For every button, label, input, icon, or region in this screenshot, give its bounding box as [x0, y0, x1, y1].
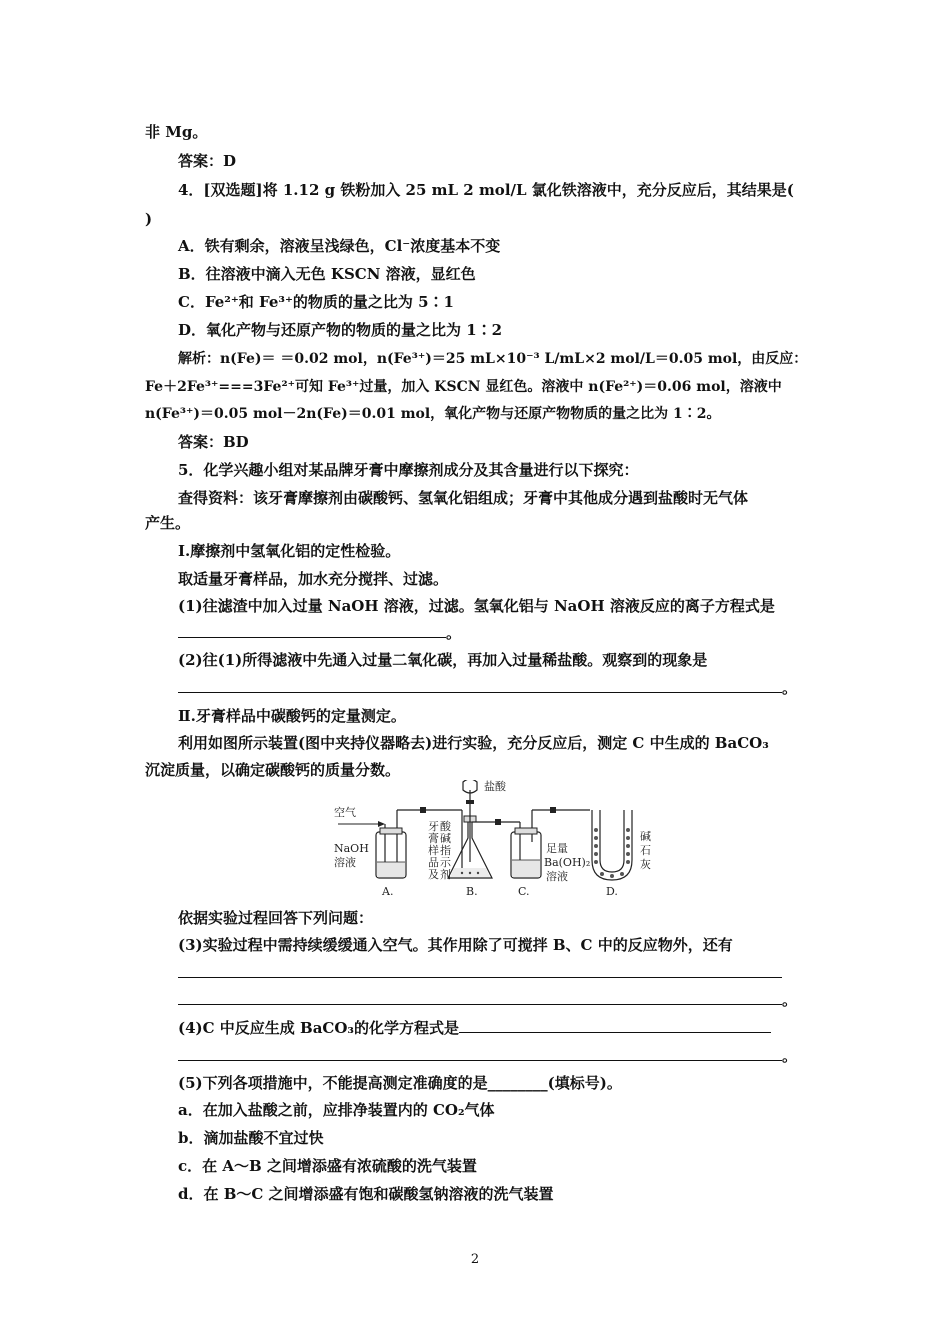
text-line: 非 Mg。 [145, 123, 208, 141]
u-tube-d [592, 810, 632, 880]
option-b: B．往溶液中滴入无色 KSCN 溶液，显红色 [178, 265, 476, 283]
label-soda-lime [640, 829, 651, 871]
option-a: A．铁有剩余，溶液呈浅绿色，Cl⁻浓度基本不变 [178, 237, 501, 255]
answer-blank-1: 。 [178, 622, 461, 643]
option-b-measure: b．滴加盐酸不宜过快 [178, 1129, 324, 1147]
option-d: D．氧化产物与还原产物的物质的量之比为 1∶2 [178, 321, 503, 339]
label-naoh-solution: 溶液 [334, 856, 356, 869]
page-number: 2 [470, 1252, 480, 1267]
question-5: 5．化学兴趣小组对某品牌牙膏中摩擦剂成分及其含量进行以下探究： [178, 461, 639, 479]
question-part-5: (5)下列各项措施中，不能提高测定准确度的是________(填标号)。 [178, 1074, 622, 1092]
svg-text:溶液: 溶液 [546, 870, 568, 883]
arrow-icon [378, 821, 385, 827]
svg-text:石: 石 [640, 844, 651, 857]
apparatus-diagram [330, 780, 670, 902]
label-b: B. [466, 885, 478, 898]
svg-text:酸: 酸 [440, 820, 451, 833]
explanation-line-3: n(Fe³⁺)＝0.05 mol－2n(Fe)＝0.01 mol，氧化产物与还原产物物质的量之比为 1∶2。 [145, 406, 721, 422]
answer-blank-2: 。 [178, 677, 797, 698]
instruction-line: 依据实验过程回答下列问题： [178, 909, 374, 927]
info-line-2: 产生。 [145, 514, 191, 532]
label-air: 空气 [334, 806, 356, 819]
answer-line: 答案：BD [178, 433, 249, 451]
label-naoh: NaOH [334, 842, 369, 855]
answer-blank-3a [178, 962, 782, 983]
answer-blank-3b: 。 [178, 989, 797, 1010]
svg-text:碱: 碱 [640, 830, 651, 843]
option-c: C．Fe²⁺和 Fe³⁺的物质的量之比为 5∶1 [178, 293, 454, 311]
explanation-line-1: 解析：n(Fe)＝ ＝0.02 mol，n(Fe³⁺)＝25 mL×10⁻³ L/mL×2 mol/L＝0.05 mol，由反应： [178, 351, 808, 367]
label-sample [428, 819, 452, 881]
svg-text:指: 指 [440, 844, 451, 857]
answer-line: 答案：D [178, 152, 237, 170]
svg-text:膏: 膏 [428, 832, 439, 845]
label-c: C. [518, 885, 530, 898]
option-d-measure: d．在 B～C 之间增添盛有饱和碳酸氢钠溶液的洗气装置 [178, 1185, 554, 1203]
clamp-icon [550, 807, 556, 813]
section-1-text: 取适量牙膏样品，加水充分搅拌、过滤。 [178, 570, 449, 588]
question-part-4: (4)C 中反应生成 BaCO₃的化学方程式是 [178, 1017, 771, 1038]
question-4-cont: ) [145, 210, 153, 228]
svg-text:示: 示 [440, 856, 451, 869]
svg-text:品: 品 [428, 856, 439, 869]
option-c-measure: c．在 A～B 之间增添盛有浓硫酸的洗气装置 [178, 1157, 477, 1175]
question-part-2: (2)往(1)所得滤液中先通入过量二氧化碳，再加入过量稀盐酸。观察到的现象是 [178, 651, 708, 669]
svg-text:足量: 足量 [546, 842, 568, 855]
clamp-icon [420, 807, 426, 813]
svg-text:灰: 灰 [640, 858, 651, 871]
label-a: A. [382, 885, 394, 898]
svg-text:Ba(OH)₂: Ba(OH)₂ [544, 856, 591, 869]
section-2-text-1: 利用如图所示装置(图中夹持仪器略去)进行实验，充分反应后，测定 C 中生成的 BaCO₃ [178, 734, 769, 752]
info-line-1: 查得资料：该牙膏摩擦剂由碳酸钙、氢氧化铝组成；牙膏中其他成分遇到盐酸时无气体 [178, 489, 749, 507]
label-acid: 盐酸 [484, 780, 506, 793]
explanation-line-2: Fe＋2Fe³⁺===3Fe²⁺可知 Fe³⁺过量，加入 KSCN 显红色。溶液中 n(Fe²⁺)＝0.06 mol，溶液中 [145, 379, 782, 395]
option-a-measure: a．在加入盐酸之前，应排净装置内的 CO₂气体 [178, 1101, 495, 1119]
svg-text:及: 及 [428, 868, 439, 881]
question-4: 4．[双选题]将 1.12 g 铁粉加入 25 mL 2 mol/L 氯化铁溶液中，充分反应后，其结果是( [178, 181, 794, 199]
svg-text:剂: 剂 [440, 868, 451, 881]
svg-text:样: 样 [428, 844, 439, 857]
question-part-3: (3)实验过程中需持续缓缓通入空气。其作用除了可搅拌 B、C 中的反应物外，还有 [178, 936, 733, 954]
label-d: D. [606, 885, 618, 898]
label-baoh2 [544, 842, 590, 883]
section-1-heading: Ⅰ.摩擦剂中氢氧化铝的定性检验。 [178, 542, 401, 560]
question-part-1: (1)往滤渣中加入过量 NaOH 溶液，过滤。氢氧化铝与 NaOH 溶液反应的离子方程式是 [178, 597, 775, 615]
svg-text:碱: 碱 [440, 832, 451, 845]
answer-blank-4: 。 [178, 1045, 797, 1066]
svg-text:牙: 牙 [428, 820, 439, 833]
section-2-text-2: 沉淀质量，以确定碳酸钙的质量分数。 [145, 761, 401, 779]
section-2-heading: Ⅱ.牙膏样品中碳酸钙的定量测定。 [178, 707, 406, 725]
